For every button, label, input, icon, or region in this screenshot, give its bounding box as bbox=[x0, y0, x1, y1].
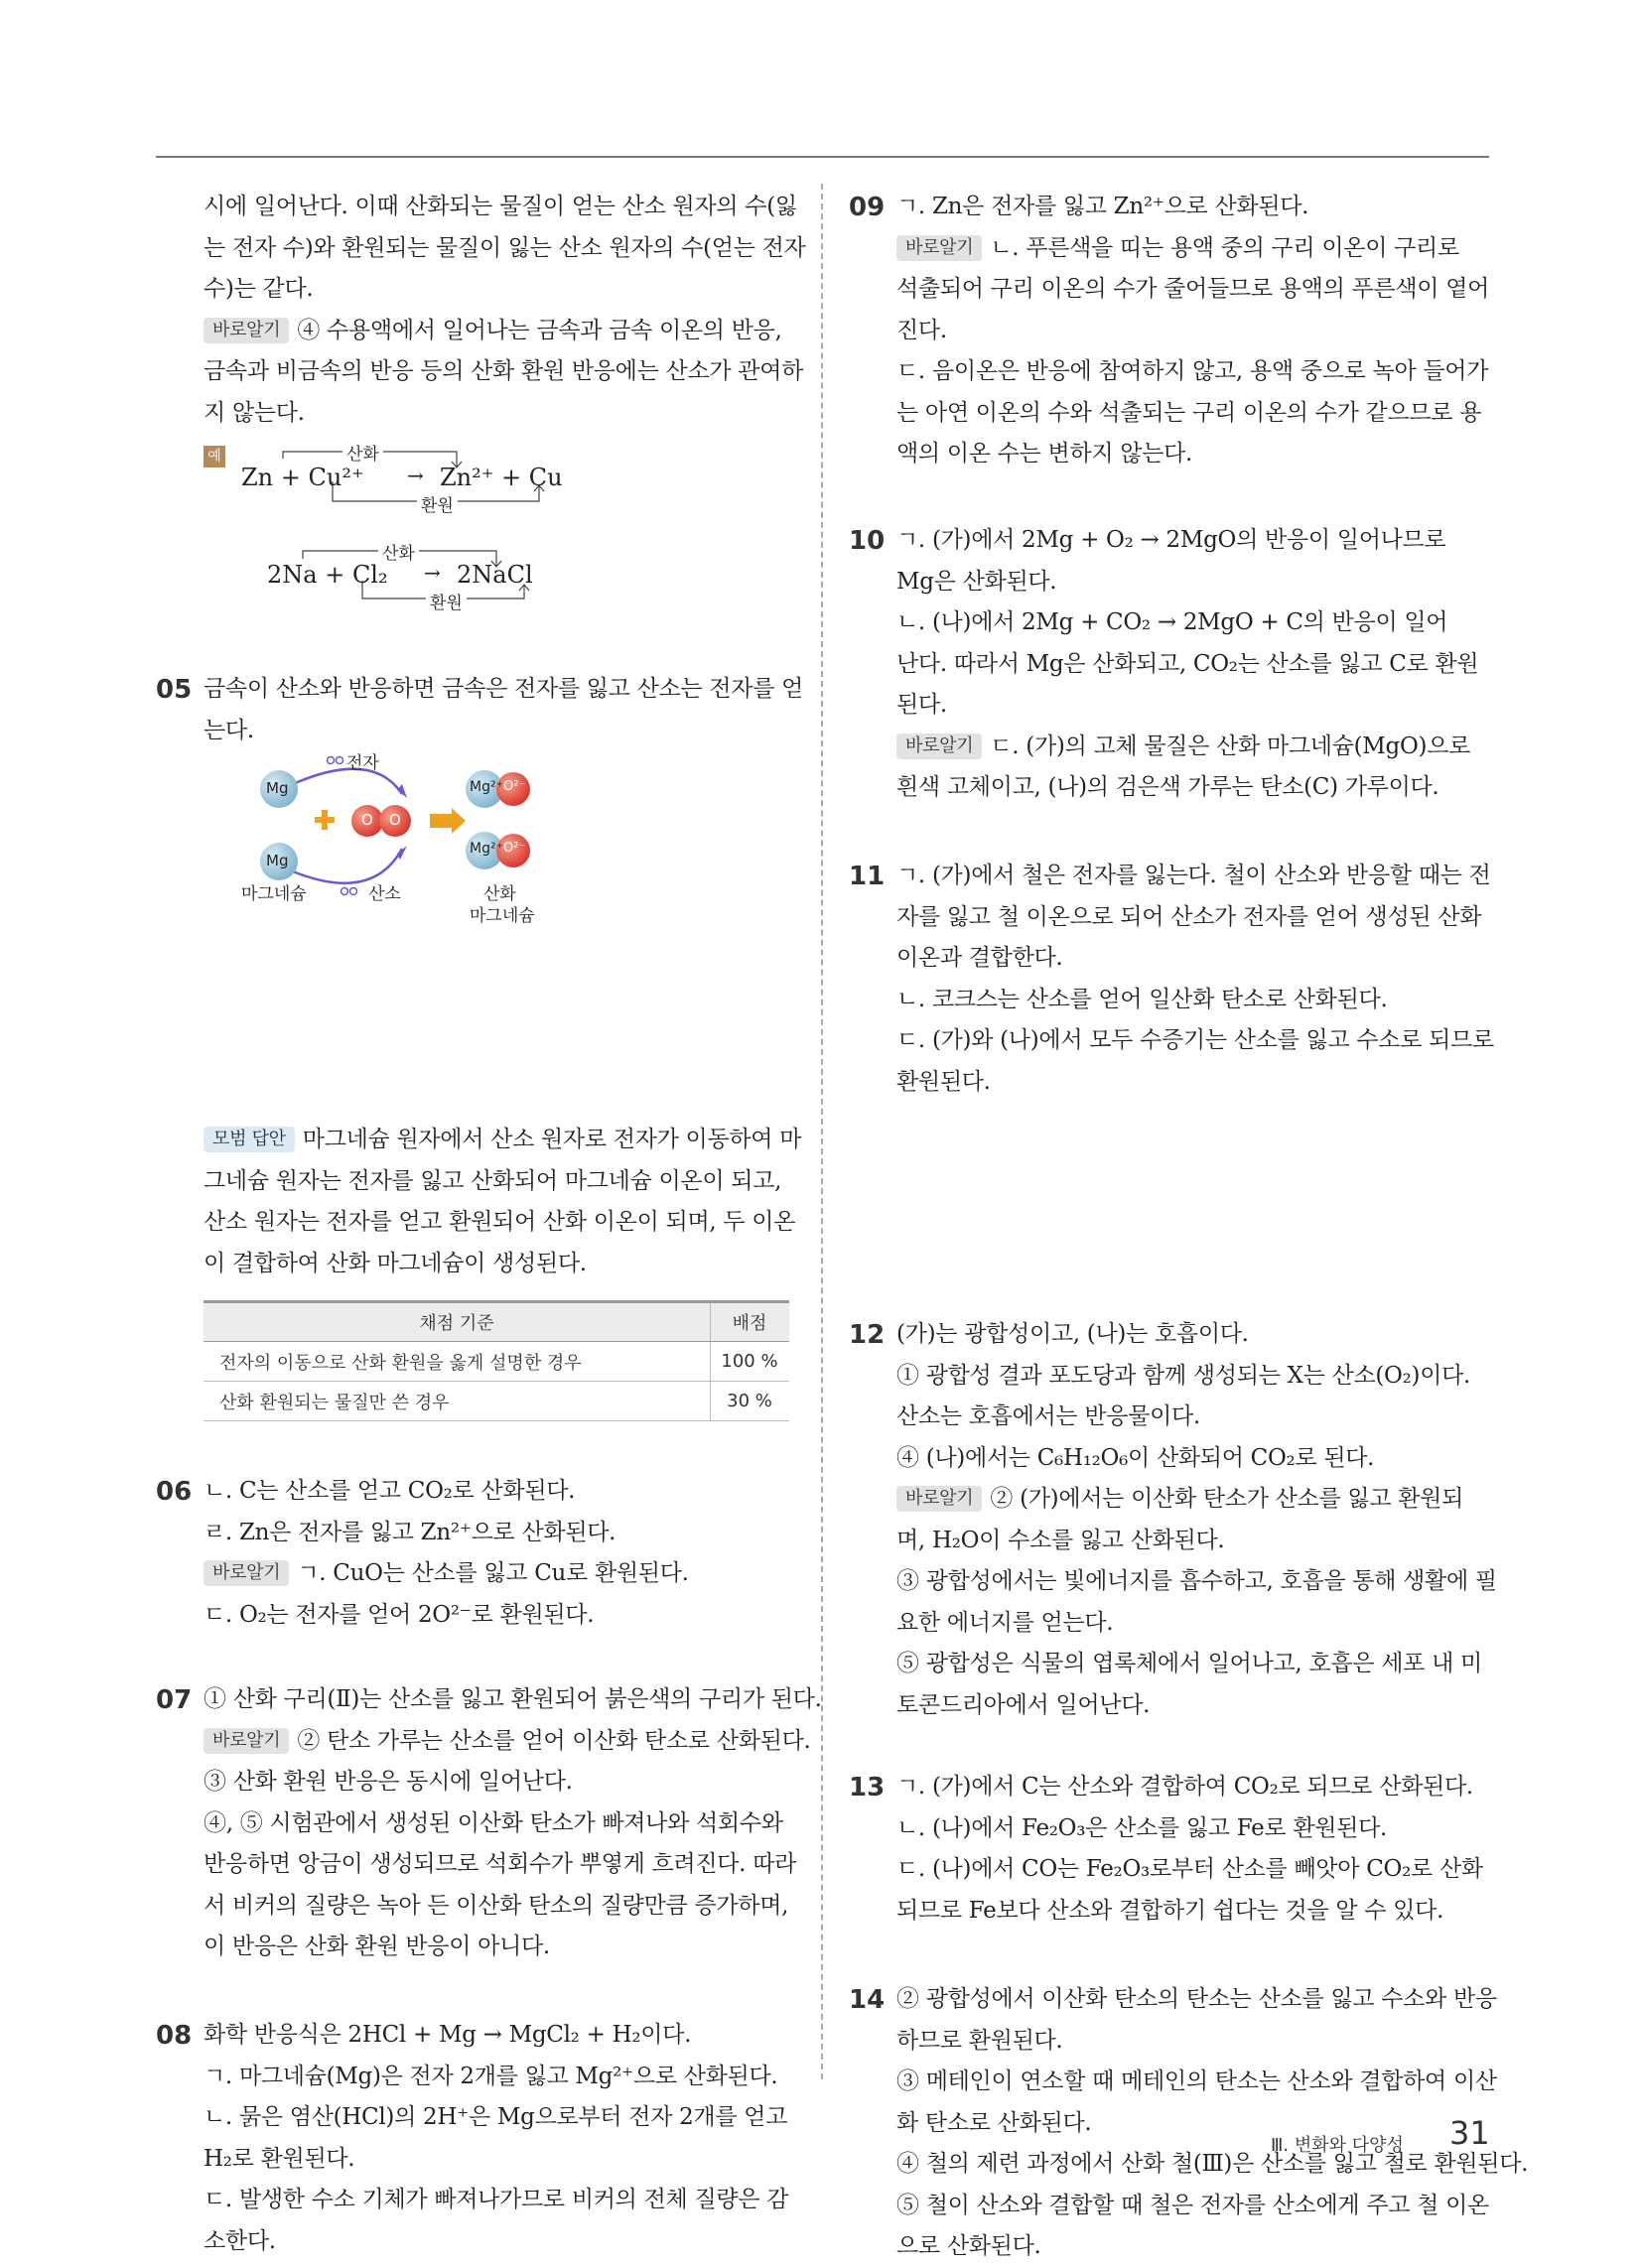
table-cell: 100 % bbox=[711, 1342, 790, 1382]
text-line: ㄷ. (가)와 (나)에서 모두 수증기는 산소를 잃고 수소로 되므로 bbox=[896, 1027, 1494, 1053]
question-number: 05 bbox=[156, 675, 193, 705]
text-line: 금속과 비금속의 반응 등의 산화 환원 반응에는 산소가 관여하 bbox=[204, 358, 804, 384]
text-line: ㄷ. O₂는 전자를 얻어 2O²⁻로 환원된다. bbox=[204, 1601, 595, 1628]
text-line: ① 광합성 결과 포도당과 함께 생성되는 X는 산소(O₂)이다. bbox=[896, 1362, 1471, 1389]
text-line: ㄴ. 푸른색을 띠는 용액 중의 구리 이온이 구리로 bbox=[990, 234, 1459, 261]
text-line: (가)는 광합성이고, (나)는 호흡이다. bbox=[896, 1321, 1249, 1347]
text-line: 환원된다. bbox=[896, 1068, 991, 1095]
text-line: ⑤ 광합성은 식물의 엽록체에서 일어나고, 호흡은 세포 내 미 bbox=[896, 1651, 1482, 1676]
table-cell: 30 % bbox=[711, 1382, 790, 1421]
answer-04-continued bbox=[204, 187, 805, 434]
correction-badge: 바로알기 bbox=[204, 1560, 289, 1586]
mgo-electron-transfer-diagram bbox=[241, 753, 591, 926]
text-line: ④, ⑤ 시험관에서 생성된 이산화 탄소가 빠져나와 석회수와 bbox=[204, 1809, 783, 1836]
top-rule bbox=[156, 156, 1489, 158]
text-line: ㄴ. C는 산소를 얻고 CO₂로 산화된다. bbox=[204, 1478, 576, 1504]
question-number: 06 bbox=[156, 1477, 193, 1507]
question-number: 10 bbox=[849, 526, 886, 556]
text-line: 석출되어 구리 이온의 수가 줄어들므로 용액의 푸른색이 옅어 bbox=[896, 276, 1490, 302]
oxidation-label: 산화 bbox=[342, 440, 383, 465]
o-label: O bbox=[389, 811, 401, 829]
text-line: ㄴ. (나)에서 Fe₂O₃은 산소를 잃고 Fe로 환원된다. bbox=[896, 1814, 1388, 1841]
mg-label: Mg bbox=[266, 779, 289, 797]
question-number: 14 bbox=[849, 1985, 886, 2015]
text-line: 화 탄소로 산화된다. bbox=[896, 2109, 1092, 2136]
equation-rhs: 2NaCl bbox=[457, 561, 533, 589]
text-line: 난다. 따라서 Mg은 산화되고, CO₂는 산소를 잃고 C로 환원 bbox=[896, 650, 1479, 677]
table-header: 배점 bbox=[711, 1302, 790, 1342]
text-line: ㄷ. (나)에서 CO는 Fe₂O₃로부터 산소를 빼앗아 CO₂로 산화 bbox=[896, 1856, 1483, 1882]
answer-05 bbox=[204, 669, 803, 751]
text-line: ② (가)에서는 이산화 탄소가 산소를 잃고 환원되 bbox=[990, 1486, 1463, 1512]
text-line: ③ 광합성에서는 빛에너지를 흡수하고, 호흡을 통해 생활에 필 bbox=[896, 1568, 1497, 1594]
text-line: ㄷ. (가)의 고체 물질은 산화 마그네슘(MgO)으로 bbox=[990, 733, 1471, 759]
oxide-ion-label: O²⁻ bbox=[503, 841, 526, 856]
redox-example bbox=[204, 442, 601, 620]
oxygen-caption: 산소 bbox=[368, 884, 401, 904]
text-line: 금속이 산소와 반응하면 금속은 전자를 잃고 산소는 전자를 얻 bbox=[204, 676, 804, 702]
answer-12 bbox=[896, 1314, 1497, 1726]
mg-ion-label: Mg²⁺ bbox=[470, 841, 503, 857]
electron-label: 전자 bbox=[346, 753, 379, 773]
magnesium-caption: 마그네슘 bbox=[241, 884, 307, 904]
text-line: 되므로 Fe보다 산소와 결합하기 쉽다는 것을 알 수 있다. bbox=[896, 1897, 1444, 1924]
question-number: 13 bbox=[849, 1773, 886, 1802]
equation-lhs: Zn + Cu²⁺ bbox=[241, 464, 364, 491]
text-line: ④ 수용액에서 일어나는 금속과 금속 이온의 반응, bbox=[297, 317, 782, 343]
text-line: 요한 에너지를 얻는다. bbox=[896, 1609, 1114, 1636]
answer-07 bbox=[204, 1679, 822, 1968]
answer-13 bbox=[896, 1767, 1483, 1932]
text-line: 으로 산화된다. bbox=[896, 2233, 1041, 2259]
text-line: ㄷ. 음이온은 반응에 참여하지 않고, 용액 중으로 녹아 들어가 bbox=[896, 358, 1489, 384]
answer-14 bbox=[896, 1979, 1528, 2268]
text-line: ㄱ. Zn은 전자를 잃고 Zn²⁺으로 산화된다. bbox=[896, 194, 1309, 219]
scoring-table-wrap bbox=[204, 1300, 789, 1421]
model-answer-05 bbox=[204, 1120, 801, 1284]
answer-06 bbox=[204, 1471, 689, 1636]
correction-badge: 바로알기 bbox=[896, 734, 982, 759]
text-line: 산소 원자는 전자를 얻고 환원되어 산화 이온이 되며, 두 이온 bbox=[204, 1209, 796, 1235]
text-line: 그네슘 원자는 전자를 잃고 산화되어 마그네슘 이온이 되고, bbox=[204, 1167, 782, 1194]
o-label: O bbox=[361, 811, 373, 829]
mg-label: Mg bbox=[266, 852, 289, 869]
text-line: ④ (나)에서는 C₆H₁₂O₆이 산화되어 CO₂로 된다. bbox=[896, 1444, 1375, 1471]
text-line: ㄱ. (가)에서 C는 산소와 결합하여 CO₂로 되므로 산화된다. bbox=[896, 1774, 1473, 1800]
question-number: 09 bbox=[849, 193, 886, 222]
text-line: ㄱ. (가)에서 철은 전자를 잃는다. 철이 산소와 반응할 때는 전 bbox=[896, 863, 1491, 888]
text-line: ㄱ. CuO는 산소를 잃고 Cu로 환원된다. bbox=[297, 1560, 689, 1586]
text-line: 자를 잃고 철 이온으로 되어 산소가 전자를 얻어 생성된 산화 bbox=[896, 903, 1482, 930]
text-line: ② 광합성에서 이산화 탄소의 탄소는 산소를 잃고 수소와 반응 bbox=[896, 1986, 1497, 2012]
text-line: 액의 이온 수는 변하지 않는다. bbox=[896, 441, 1193, 467]
oxide-ion-label: O²⁻ bbox=[503, 779, 526, 794]
text-line: ③ 산화 환원 반응은 동시에 일어난다. bbox=[204, 1769, 573, 1795]
text-line: 는 아연 이온의 수와 석출되는 구리 이온의 수가 같으므로 용 bbox=[896, 399, 1482, 426]
footer-section-title: Ⅲ. 변화와 다양성 bbox=[1271, 2135, 1404, 2156]
mgo-caption-line2: 마그네슘 bbox=[470, 906, 535, 926]
correction-badge: 바로알기 bbox=[896, 1486, 982, 1512]
text-line: 소한다. bbox=[204, 2227, 276, 2254]
text-line: 지 않는다. bbox=[204, 399, 305, 426]
question-number: 12 bbox=[849, 1320, 886, 1350]
text-line: 이 반응은 산화 환원 반응이 아니다. bbox=[204, 1934, 550, 1959]
text-line: ㄹ. Zn은 전자를 잃고 Zn²⁺으로 산화된다. bbox=[204, 1519, 616, 1545]
text-line: 이온과 결합한다. bbox=[896, 945, 1063, 971]
correction-badge: 바로알기 bbox=[204, 318, 289, 343]
model-answer-badge: 모범 답안 bbox=[204, 1127, 295, 1152]
reaction-arrow: → bbox=[424, 561, 441, 585]
answer-09 bbox=[896, 187, 1489, 475]
reduction-label: 환원 bbox=[417, 491, 458, 516]
text-line: 토콘드리아에서 일어난다. bbox=[896, 1691, 1151, 1718]
text-line: 서 비커의 질량은 녹아 든 이산화 탄소의 질량만큼 증가하며, bbox=[204, 1892, 789, 1919]
table-row bbox=[204, 1342, 789, 1382]
text-line: 된다. bbox=[896, 692, 947, 718]
table-header: 채점 기준 bbox=[204, 1302, 711, 1342]
text-line: H₂로 환원된다. bbox=[204, 2145, 355, 2172]
mgo-caption-line1: 산화 bbox=[483, 884, 516, 904]
text-line: 화학 반응식은 2HCl + Mg → MgCl₂ + H₂이다. bbox=[204, 2022, 692, 2048]
text-line: 산소는 호흡에서는 반응물이다. bbox=[896, 1403, 1200, 1429]
text-line: 반응하면 앙금이 생성되므로 석회수가 뿌옇게 흐려진다. 따라 bbox=[204, 1851, 797, 1877]
text-line: 수)는 같다. bbox=[204, 276, 314, 302]
table-cell: 산화 환원되는 물질만 쓴 경우 bbox=[204, 1382, 711, 1421]
correction-badge: 바로알기 bbox=[204, 1728, 289, 1754]
text-line: ㄱ. (가)에서 2Mg + O₂ → 2MgO의 반응이 일어나므로 bbox=[896, 527, 1446, 553]
text-line: 진다. bbox=[896, 317, 947, 343]
text-line: 시에 일어난다. 이때 산화되는 물질이 얻는 산소 원자의 수(잃 bbox=[204, 194, 797, 219]
text-line: ㄷ. 발생한 수소 기체가 빠져나가므로 비커의 전체 질량은 감 bbox=[204, 2187, 789, 2212]
text-line: 는 전자 수)와 환원되는 물질이 잃는 산소 원자의 수(얻는 전자 bbox=[204, 234, 806, 261]
text-line: 하므로 환원된다. bbox=[896, 2027, 1063, 2054]
reaction-arrow: → bbox=[407, 464, 424, 487]
text-line: ㄴ. (나)에서 2Mg + CO₂ → 2MgO + C의 반응이 일어 bbox=[896, 609, 1448, 635]
oxidation-label: 산화 bbox=[378, 539, 419, 564]
text-line: 는다. bbox=[204, 717, 254, 743]
example-icon: 예 bbox=[204, 446, 225, 467]
table-cell: 전자의 이동으로 산화 환원을 옳게 설명한 경우 bbox=[204, 1342, 711, 1382]
text-line: 며, H₂O이 수소를 잃고 산화된다. bbox=[896, 1527, 1225, 1553]
text-line: ② 탄소 가루는 산소를 얻어 이산화 탄소로 산화된다. bbox=[297, 1727, 811, 1754]
question-number: 11 bbox=[849, 862, 886, 891]
text-line: ③ 메테인이 연소할 때 메테인의 탄소는 산소와 결합하여 이산 bbox=[896, 2068, 1497, 2094]
correction-badge: 바로알기 bbox=[896, 235, 982, 261]
text-line: ④ 철의 제련 과정에서 산화 철(Ⅲ)은 산소를 잃고 철로 환원된다. bbox=[896, 2151, 1529, 2177]
answer-11 bbox=[896, 856, 1494, 1103]
text-line: Mg은 산화된다. bbox=[896, 568, 1057, 595]
text-line: 이 결합하여 산화 마그네슘이 생성된다. bbox=[204, 1250, 587, 1276]
text-line: 흰색 고체이고, (나)의 검은색 가루는 탄소(C) 가루이다. bbox=[896, 774, 1439, 800]
text-line: ㄱ. 마그네슘(Mg)은 전자 2개를 잃고 Mg²⁺으로 산화된다. bbox=[204, 2063, 778, 2089]
mg-ion-label: Mg²⁺ bbox=[470, 779, 503, 795]
answer-10 bbox=[896, 520, 1478, 809]
table-row bbox=[204, 1382, 789, 1421]
reduction-label: 환원 bbox=[426, 589, 467, 613]
page-number: 31 bbox=[1449, 2114, 1490, 2152]
question-number: 07 bbox=[156, 1685, 193, 1715]
answer-08 bbox=[204, 2015, 788, 2262]
equation-lhs: 2Na + Cl₂ bbox=[267, 561, 388, 589]
text-line: ⑤ 철이 산소와 결합할 때 철은 전자를 산소에게 주고 철 이온 bbox=[896, 2192, 1489, 2218]
scoring-table bbox=[204, 1300, 789, 1421]
text-line: 마그네슘 원자에서 산소 원자로 전자가 이동하여 마 bbox=[302, 1127, 802, 1152]
text-line: ㄴ. 묽은 염산(HCl)의 2H⁺은 Mg으로부터 전자 2개를 얻고 bbox=[204, 2104, 788, 2130]
equation-rhs: Zn²⁺ + Cu bbox=[440, 464, 563, 491]
question-number: 08 bbox=[156, 2021, 193, 2051]
text-line: ㄴ. 코크스는 산소를 얻어 일산화 탄소로 산화된다. bbox=[896, 986, 1388, 1012]
text-line: ① 산화 구리(Ⅱ)는 산소를 잃고 환원되어 붉은색의 구리가 된다. bbox=[204, 1686, 822, 1712]
